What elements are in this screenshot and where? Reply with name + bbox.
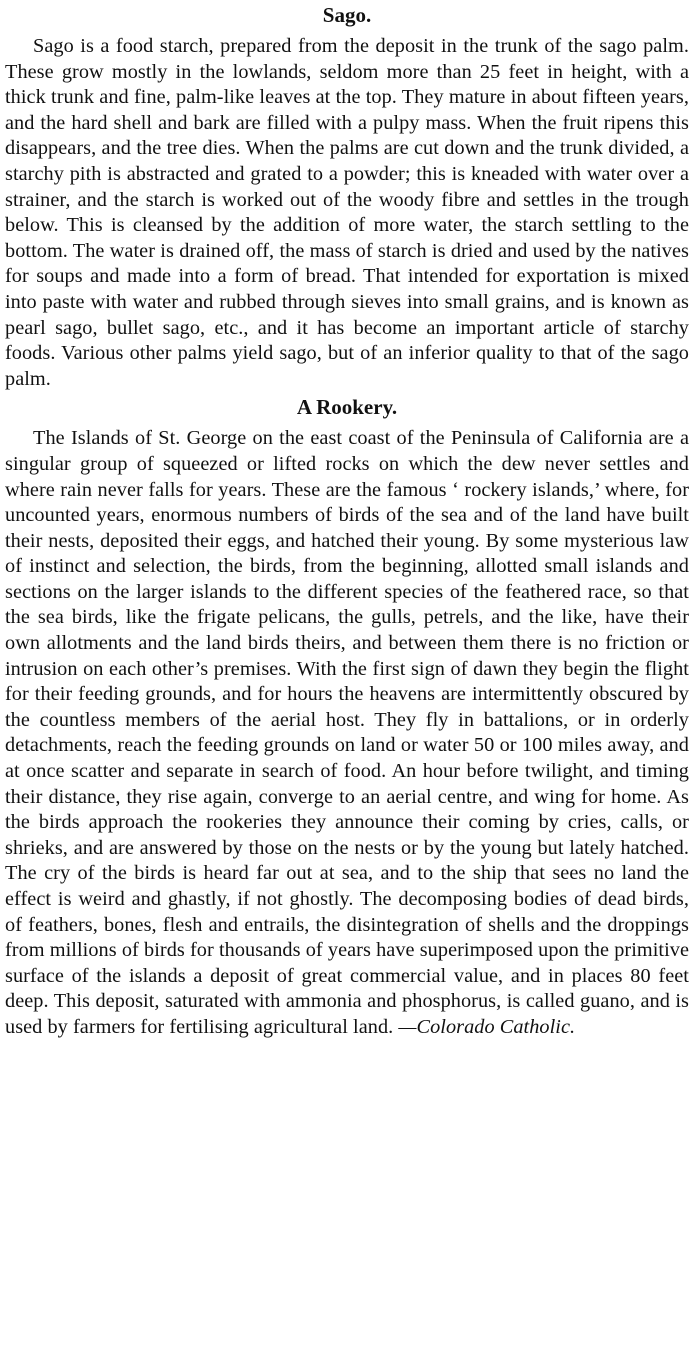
article-body [5, 426, 689, 1040]
article-body: Sago is a food starch, prepared from the deposit in the trunk of the sago palm. These grow mostly in the lowlands, seldom more than 25 feet in height, with a thick trunk and fine, palm-like leaves at the top. They mature in about fifteen years, and the hard shell and bark are filled with a pulpy mass. When the fruit ripens this disappears, and the tree dies. When the palms are cut down and the trunk divided, a starchy pith is abstracted and grated to a powder; this is kneaded with water over a strainer, and the starch is worked out of the woody fibre and settles in the trough below. This is cleansed by the addition of more water, the starch settling to the bottom. The water is drained off, the mass of starch is dried and used by the natives for soups and made into a form of bread. That intended for exportation is mixed into paste with water and rubbed through sieves into small grains, and is known as pearl sago, bullet sago, etc., and it has become an important article of starchy foods. Various other palms yield sago, but of an inferior quality to that of the sago palm. [5, 35, 689, 390]
article-attribution: —Colorado Catholic. [398, 1015, 576, 1038]
article-title: A Rookery. [296, 395, 398, 420]
article-body-text: The Islands of St. George on the east coast of the Peninsula of California are a singular group of squeezed or lifted rocks on which the dew never settles and where rain never falls for years. These are the famous ‘ rockery islands,’ where, for uncounted years, enormous numbers of birds of the sea and of the land have built their nests, deposited their eggs, and hatched their young. By some mysterious law of instinct and selection, the birds, from the beginning, allotted small islands and sections on the larger islands to the different species of the feathered race, so that the sea birds, like the frigate pelicans, the gulls, petrels, and the like, have their own allotments and the land birds theirs, and between them there is no friction or intrusion on each other’s premises. With the first sign of dawn they begin the flight for their feeding grounds, and for hours the heavens are intermittently obscured by the countless members of the aerial host. They fly in battalions, or in orderly detachments, reach the feeding grounds on land or water 50 or 100 miles away, and at once scatter and separate in search of food. An hour before twilight, and timing their distance, they rise again, converge to an aerial centre, and wing for home. As the birds approach the rookeries they announce their coming by cries, calls, or shrieks, and are answered by those on the nests or by the young but lately hatched. The cry of the birds is heard far out at sea, and to the ship that sees no land the effect is weird and ghastly, if not ghostly. The decomposing bodies of dead birds, of feathers, bones, flesh and entrails, the disintegration of shells and the droppings from millions of birds for thousands of years have superimposed upon the primitive surface of the islands a deposit of great commercial value, and in places 80 feet deep. This deposit, saturated with ammonia and phosphorus, is called guano, and is used by farmers for fertilising agricultural land. [5, 427, 689, 1038]
article-rookery [5, 394, 689, 1040]
article-sago [5, 2, 689, 392]
article-title: Sago. [322, 3, 372, 27]
